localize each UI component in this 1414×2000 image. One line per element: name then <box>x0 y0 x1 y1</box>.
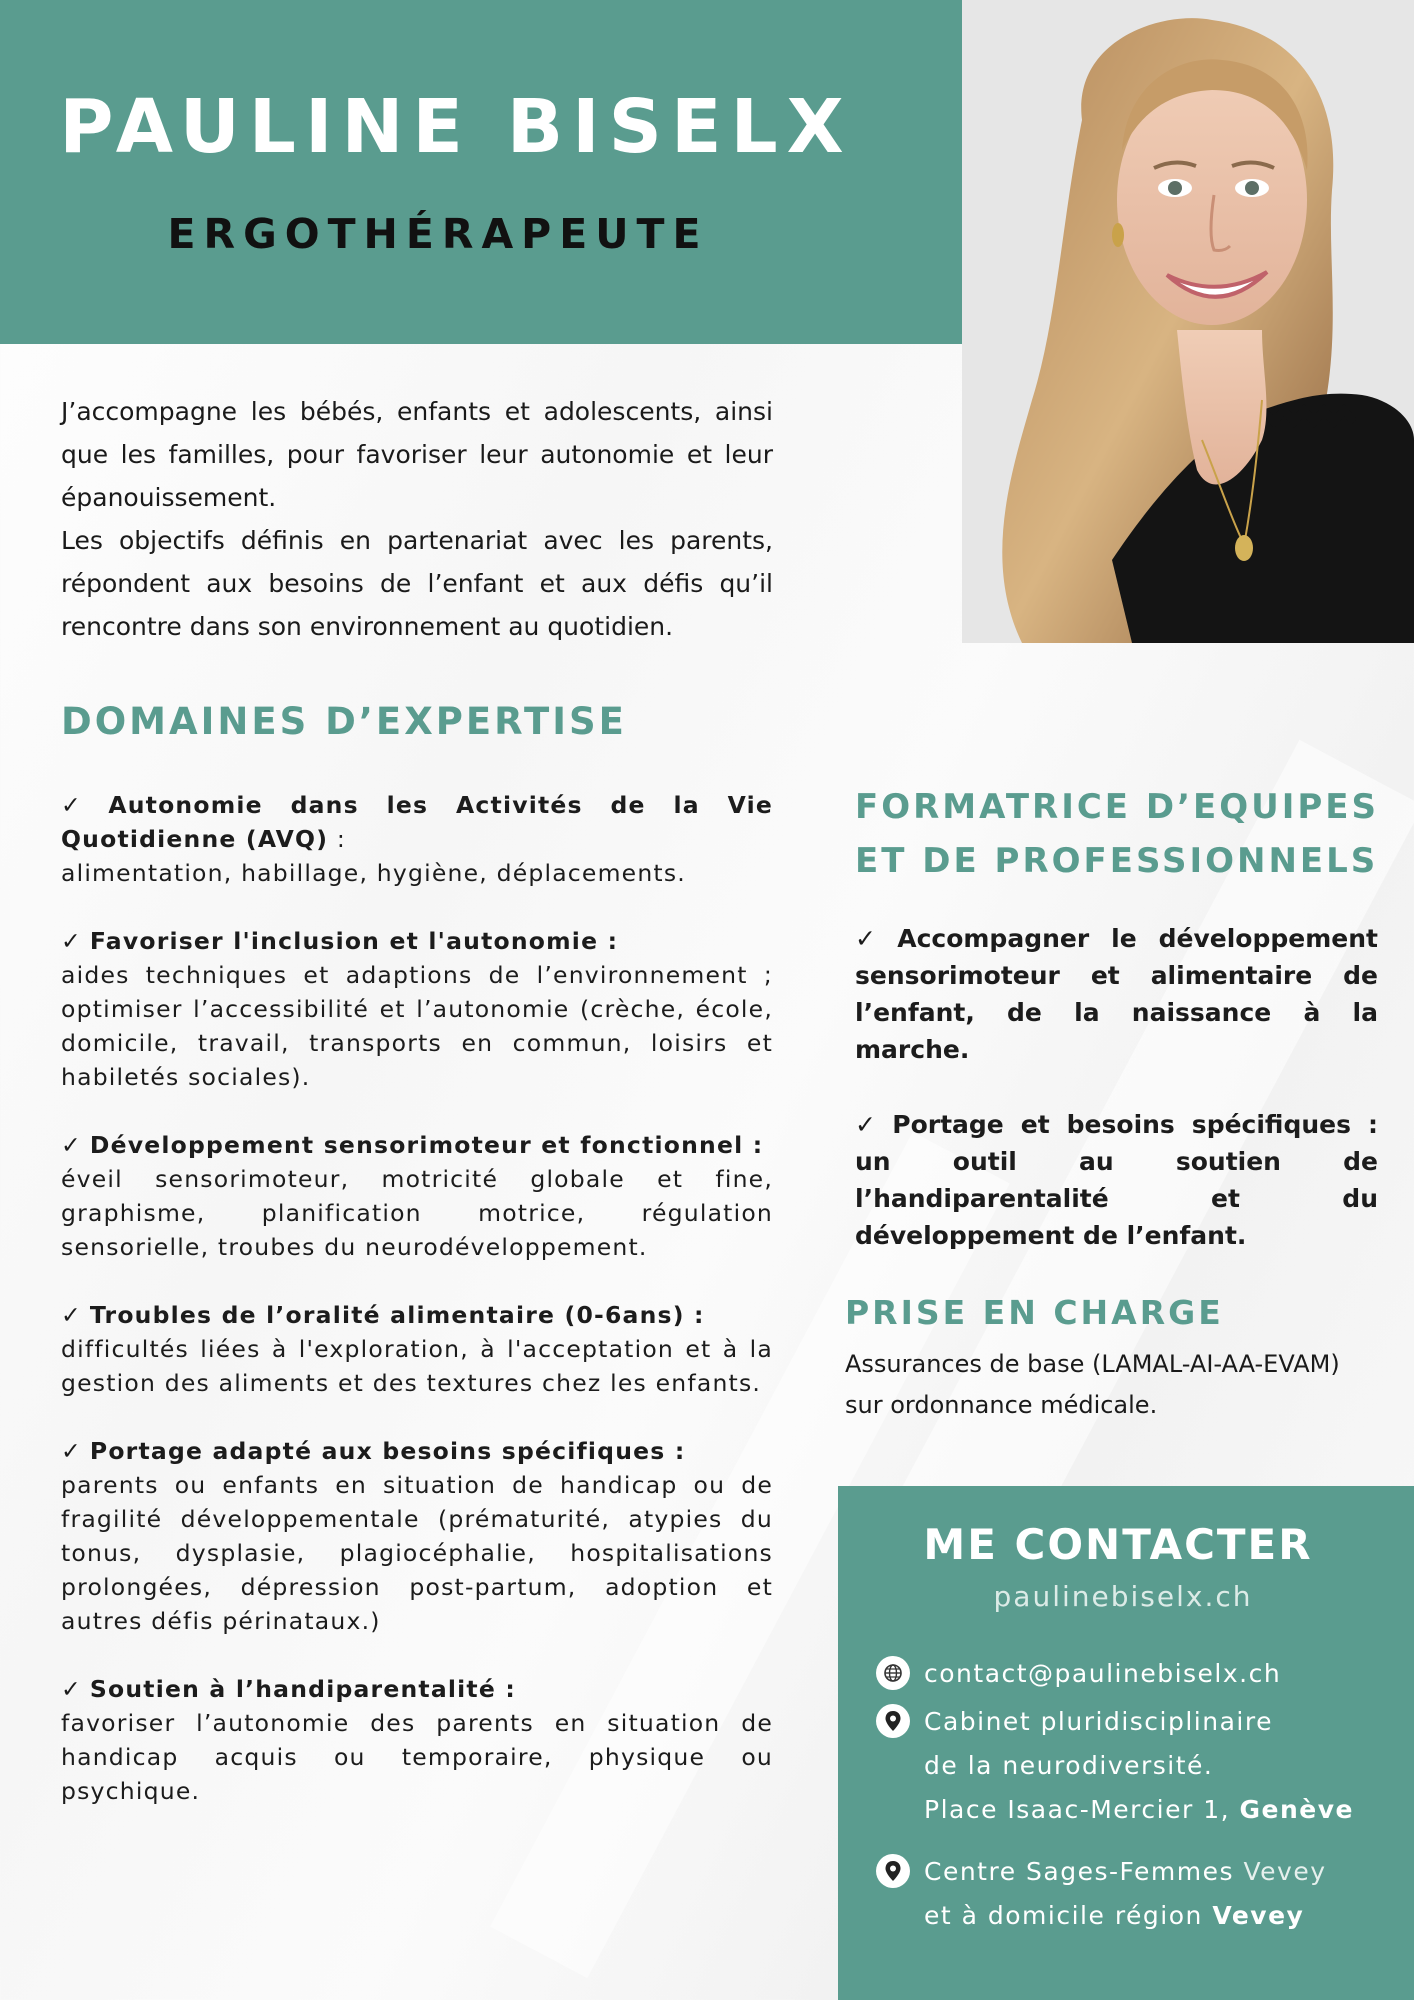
portrait-illustration <box>962 0 1414 643</box>
expertise-item <box>61 1298 773 1400</box>
formatrice-item-text: Portage et besoins spécifiques : un outil au soutien de l’handiparentalité et du développement de l’enfant. <box>855 1110 1378 1250</box>
formatrice-heading-line-2: ET DE PROFESSIONNELS <box>855 841 1379 881</box>
portrait-photo <box>962 0 1414 643</box>
person-name: PAULINE BISELX <box>59 84 853 170</box>
check-icon: ✓ <box>61 927 82 955</box>
check-icon: ✓ <box>61 1675 82 1703</box>
vevey-region: Vevey <box>1212 1901 1305 1930</box>
check-icon: ✓ <box>855 924 890 953</box>
contact-email[interactable]: contact@paulinebiselx.ch <box>924 1659 1282 1688</box>
vevey-city: Vevey <box>1243 1857 1327 1886</box>
expertise-item-separator: : <box>328 825 346 853</box>
vevey-line-1: Centre Sages-Femmes <box>924 1857 1244 1886</box>
contact-box <box>838 1486 1414 2000</box>
address-line-3: Place Isaac-Mercier 1, <box>924 1795 1240 1824</box>
formatrice-item <box>855 1106 1378 1254</box>
check-icon: ✓ <box>61 1131 82 1159</box>
formatrice-heading <box>855 780 1395 888</box>
expertise-item-title: Autonomie dans les Activités de la Vie Quotidienne (AVQ) <box>61 791 773 853</box>
contact-heading: ME CONTACTER <box>923 1520 1313 1569</box>
expertise-item-description: difficultés liées à l'exploration, à l'acceptation et à la gestion des aliments et des textures chez les enfants. <box>61 1335 773 1397</box>
contact-address-vevey <box>876 1850 1327 1938</box>
prise-heading: PRISE EN CHARGE <box>845 1293 1224 1332</box>
contact-email-row <box>876 1652 1281 1696</box>
check-icon: ✓ <box>61 1437 82 1465</box>
expertise-item-title: Soutien à l’handiparentalité : <box>89 1675 516 1703</box>
expertise-item-description: éveil sensorimoteur, motricité globale et fine, graphisme, planification motrice, régulation sensorielle, troubes du neurodéveloppement. <box>61 1165 773 1261</box>
expertise-heading: DOMAINES D’EXPERTISE <box>61 700 627 743</box>
prise-line-2: sur ordonnance médicale. <box>845 1391 1158 1419</box>
expertise-list <box>61 788 773 1842</box>
expertise-item <box>61 1434 773 1638</box>
website-link[interactable]: paulinebiselx.ch <box>993 1580 1253 1613</box>
expertise-item <box>61 1672 773 1808</box>
address-line-2: de la neurodiversité. <box>924 1751 1214 1780</box>
expertise-item <box>61 924 773 1094</box>
check-icon: ✓ <box>61 1301 82 1329</box>
expertise-item-title: Portage adapté aux besoins spécifiques : <box>89 1437 686 1465</box>
expertise-item <box>61 788 773 890</box>
formatrice-item <box>855 920 1378 1068</box>
header-band <box>0 0 962 344</box>
location-pin-icon <box>876 1854 910 1888</box>
expertise-item-description: alimentation, habillage, hygiène, déplacements. <box>61 859 686 887</box>
check-icon: ✓ <box>61 791 101 819</box>
intro-text <box>61 390 773 648</box>
intro-paragraph-1: J’accompagne les bébés, enfants et adolescents, ainsi que les familles, pour favoriser leur autonomie et leur épanouissement. <box>61 397 773 512</box>
check-icon: ✓ <box>855 1110 885 1139</box>
globe-icon <box>876 1656 910 1690</box>
location-pin-icon <box>876 1704 910 1738</box>
expertise-item <box>61 1128 773 1264</box>
formatrice-list <box>855 920 1378 1292</box>
address-line-1: Cabinet pluridisciplinaire <box>924 1707 1273 1736</box>
expertise-item-description: parents ou enfants en situation de handicap ou de fragilité développementale (prématurité, atypies du tonus, dysplasie, plagiocéphalie, hospitalisations prolongées, dépression post-partum, adoption et autres défis périnataux.) <box>61 1471 773 1635</box>
formatrice-heading-line-1: FORMATRICE D’EQUIPES <box>855 787 1380 827</box>
prise-line-1: Assurances de base (LAMAL-AI-AA-EVAM) <box>845 1350 1340 1378</box>
prise-text <box>845 1344 1385 1426</box>
expertise-item-title: Favoriser l'inclusion et l'autonomie : <box>89 927 619 955</box>
expertise-item-title: Troubles de l’oralité alimentaire (0-6ans) : <box>89 1301 705 1329</box>
expertise-item-description: aides techniques et adaptions de l’environnement ; optimiser l’accessibilité et l’autonomie (crèche, école, domicile, travail, transports en commun, loisirs et habiletés sociales). <box>61 961 773 1091</box>
intro-paragraph-2: Les objectifs définis en partenariat avec les parents, répondent aux besoins de l’enfant et aux défis qu’il rencontre dans son environnement au quotidien. <box>61 526 773 641</box>
vevey-line-2: et à domicile région <box>924 1901 1213 1930</box>
expertise-item-title: Développement sensorimoteur et fonctionnel : <box>89 1131 764 1159</box>
expertise-item-description: favoriser l’autonomie des parents en situation de handicap acquis ou temporaire, physique ou psychique. <box>61 1709 773 1805</box>
contact-address-geneve <box>876 1700 1354 1832</box>
address-city: Genève <box>1239 1795 1354 1824</box>
job-title: ERGOTHÉRAPEUTE <box>167 210 709 258</box>
formatrice-item-text: Accompagner le développement sensorimoteur et alimentaire de l’enfant, de la naissance à la marche. <box>855 924 1378 1064</box>
